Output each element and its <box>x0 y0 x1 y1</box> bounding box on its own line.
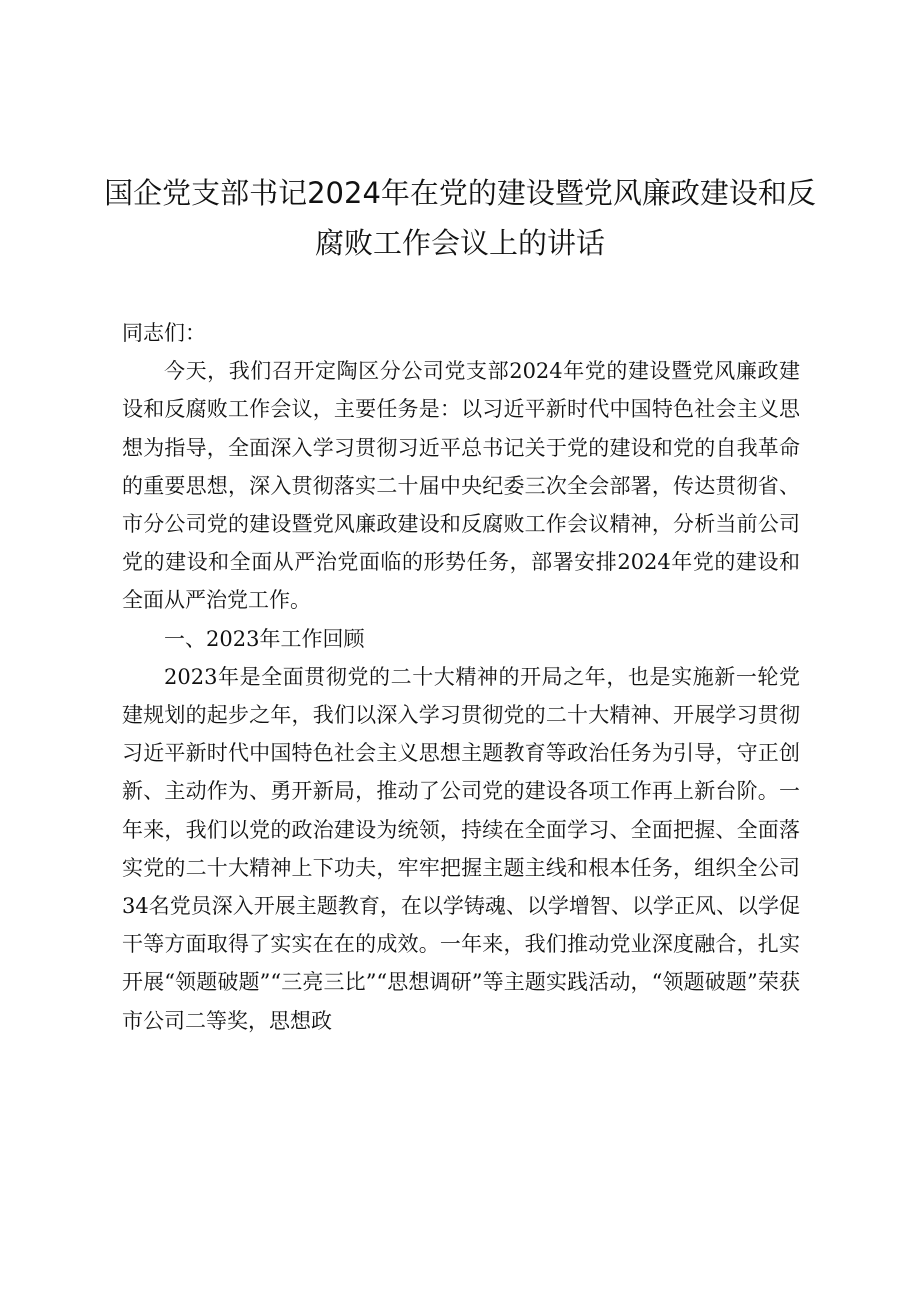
title-line-2: 腐败工作会议上的讲话 <box>314 226 605 260</box>
salutation: 同志们： <box>122 321 206 345</box>
document-body <box>122 314 800 1040</box>
section-heading-1: 一、2023年工作回顾 <box>164 626 365 651</box>
paragraph-review: 2023年是全面贯彻党的二十大精神的开局之年，也是实施新一轮党建规划的起步之年，我们以深入学习贯彻党的二十大精神、开展学习贯彻习近平新时代中国特色社会主义思想主题教育等政治任务为引导，守正创新、主动作为、勇开新局，推动了公司党的建设各项工作再上新台阶。一年来，我们以党的政治建设为统领，持续在全面学习、全面把握、全面落实党的二十大精神上下功夫，牢牢把握主题主线和根本任务，组织全公司34名党员深入开展主题教育，在以学铸魂、以学增智、以学正风、以学促干等方面取得了实实在在的成效。一年来，我们推动党业深度融合，扎实开展“领题破题”“三亮三比”“思想调研”等主题实践活动，“领题破题”荣获市公司二等奖，思想政 <box>122 664 800 1033</box>
document-title <box>100 168 820 268</box>
title-line-1: 国企党支部书记2024年在党的建设暨党风廉政建设和反 <box>104 176 816 210</box>
paragraph-opening: 今天，我们召开定陶区分公司党支部2024年党的建设暨党风廉政建设和反腐败工作会议，主要任务是：以习近平新时代中国特色社会主义思想为指导，全面深入学习贯彻习近平总书记关于党的建设和党的自我革命的重要思想，深入贯彻落实二十届中央纪委三次全会部署，传达贯彻省、市分公司党的建设暨党风廉政建设和反腐败工作会议精神，分析当前公司党的建设和全面从严治党面临的形势任务，部署安排2024年党的建设和全面从严治党工作。 <box>122 359 800 613</box>
